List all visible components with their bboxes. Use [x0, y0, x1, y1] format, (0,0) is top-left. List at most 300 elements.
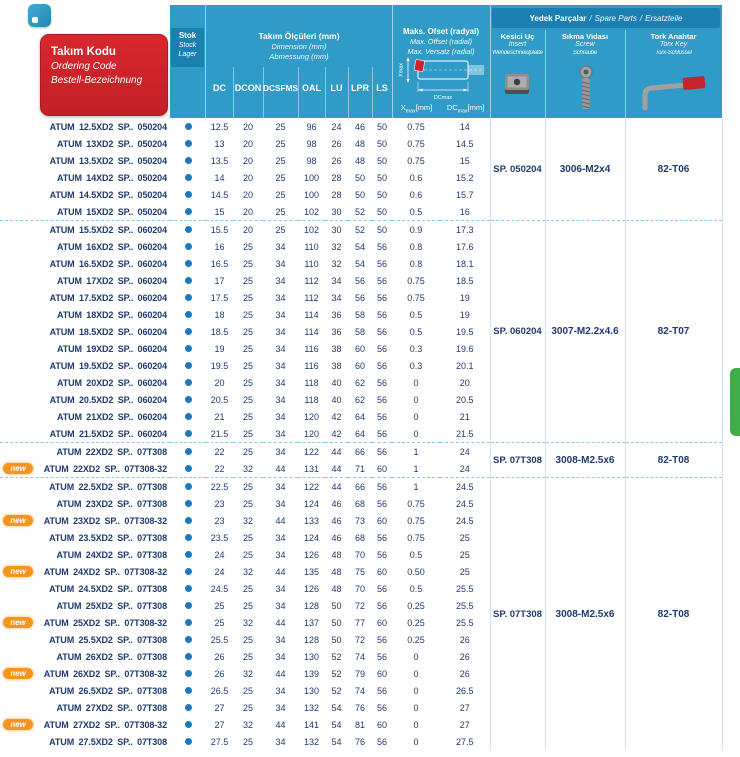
header-divider: [233, 67, 234, 118]
xmax-cell: 1: [392, 478, 440, 496]
ordering-code-cell: [0, 665, 170, 682]
dim-oal-cell: 118: [304, 394, 319, 405]
stock-dot: [185, 704, 192, 711]
ordering-code-text: ATUM 22.5XD2 SP.. 07T308: [49, 481, 167, 492]
stock-dot: [185, 277, 192, 284]
dim-ls-cell: 50: [376, 206, 387, 217]
dcmax-cell: 18.1: [455, 258, 474, 269]
insert-label-de: Wendeschneidplatte: [492, 50, 543, 57]
dim-dc-cell: 23: [214, 498, 225, 509]
stock-cell: [170, 529, 206, 546]
dim-lpr-cell: 52: [354, 206, 365, 217]
dim-dc-cell: 13: [214, 138, 225, 149]
dim-lpr-cell: 46: [354, 121, 365, 132]
offset-unit-labels: [392, 103, 490, 115]
dimensions-label-de: Abmessung (mm): [269, 51, 329, 61]
dim-dc-cell: 27: [214, 702, 225, 713]
dim-lpr-cell: 50: [354, 189, 365, 200]
stock-dot: [185, 379, 192, 386]
dim-lpr-cell: 76: [354, 736, 365, 747]
dim-dc-cell: 24: [214, 549, 225, 560]
xmax-cell: 0.8: [409, 258, 423, 269]
catalog-table: [0, 118, 723, 750]
dim-ls-cell: 60: [376, 515, 387, 526]
dim-ls-cell: 50: [376, 189, 387, 200]
dim-lu-cell: 30: [331, 206, 342, 217]
ordering-code-cell: [0, 169, 170, 186]
new-badge: new: [3, 566, 33, 577]
dim-dcon-cell: 25: [233, 443, 263, 461]
spare-screw-cell: 3006-M2x4: [545, 118, 625, 221]
dim-dcon-cell: 20: [242, 172, 253, 183]
ordering-code-cell: [0, 408, 170, 425]
dim-lpr-cell: 66: [348, 478, 372, 496]
torx-column-header: [625, 32, 722, 58]
stock-dot: [185, 721, 192, 728]
dim-oal-cell: 124: [303, 532, 320, 543]
dimensions-label-tr: Takım Ölçüleri (mm): [258, 31, 340, 41]
dim-dc-cell: 27.5: [210, 736, 229, 747]
dim-dc-cell: 27: [214, 719, 225, 730]
ordering-code-cell: [0, 238, 170, 255]
dcmax-cell: 25.5: [455, 617, 474, 628]
stock-cell: [170, 682, 206, 699]
dcmax-cell: 18.5: [455, 275, 474, 286]
xmax-cell: 0.75: [407, 498, 425, 509]
dim-lpr-cell: 72: [354, 634, 365, 645]
xmax-cell: 0.75: [407, 532, 425, 543]
dim-dcsfms-cell: 34: [275, 583, 286, 594]
ordering-code-text: ATUM 24.5XD2 SP.. 07T308: [49, 583, 167, 594]
xmax-cell: 0: [413, 668, 419, 679]
dim-oal-cell: 102: [298, 221, 325, 239]
ordering-code-text: ATUM 21.5XD2 SP.. 060204: [49, 428, 167, 439]
stock-dot: [185, 517, 192, 524]
dim-lu-cell: 46: [331, 532, 342, 543]
stock-dot: [185, 670, 192, 677]
dim-ls-cell: 50: [376, 121, 387, 132]
dim-dcsfms-cell: 34: [275, 702, 286, 713]
dim-lu-cell: 26: [331, 155, 342, 166]
dim-ls-cell: 56: [376, 583, 387, 594]
dim-ls-cell: 56: [376, 651, 387, 662]
stock-cell: [170, 118, 206, 135]
ordering-code-cell: [0, 563, 170, 580]
dcmax-cell: 25: [459, 532, 470, 543]
stock-cell: [170, 478, 206, 496]
dim-oal-cell: 124: [303, 498, 320, 509]
dim-dcsfms-cell: 34: [275, 411, 286, 422]
ordering-code-cell: [0, 289, 170, 306]
stock-label-de: Lager: [178, 51, 197, 59]
spare-torx-cell: 82-T07: [625, 221, 722, 443]
spare-screw-cell: 3008-M2.5x6: [545, 478, 625, 751]
dim-dcon-cell: 25: [242, 241, 253, 252]
ordering-code-text: ATUM 27.5XD2 SP.. 07T308: [49, 736, 167, 747]
dim-dcsfms-cell: 34: [263, 478, 298, 496]
ordering-code-text: ATUM 27XD2 SP.. 07T308-32: [43, 719, 167, 730]
dim-dc-cell: 18: [214, 309, 225, 320]
dcmax-cell: 24.5: [455, 498, 474, 509]
dim-lu-cell: 50: [331, 617, 342, 628]
dcmax-cell: 24: [459, 463, 470, 474]
dim-oal-cell: 98: [306, 138, 317, 149]
ordering-code-cell: [0, 374, 170, 391]
dim-dcon-cell: 25: [242, 583, 253, 594]
dim-oal-cell: 130: [303, 685, 320, 696]
dim-lpr-cell: 64: [354, 411, 365, 422]
dim-dcsfms-cell: 34: [275, 343, 286, 354]
ordering-code-text: ATUM 26.5XD2 SP.. 07T308: [49, 685, 167, 696]
dim-lpr-cell: 68: [354, 532, 365, 543]
dcmax-cell: 15.2: [455, 172, 474, 183]
dim-oal-cell: 112: [304, 292, 319, 303]
stock-dot: [185, 123, 192, 130]
header-divider: [205, 5, 206, 118]
dim-dcsfms-cell: 34: [275, 309, 286, 320]
new-badge: new: [3, 515, 33, 526]
dim-ls-cell: 56: [376, 292, 387, 303]
dim-dcsfms-cell: 34: [275, 600, 286, 611]
dim-dc-cell: 18.5: [210, 326, 229, 337]
dim-dcsfms-cell: 34: [275, 532, 286, 543]
dim-dc-cell: 26: [214, 651, 225, 662]
dim-dcon-cell: 25: [242, 360, 253, 371]
dim-dc-cell: 23: [214, 515, 225, 526]
dim-lu-cell: 30: [325, 221, 348, 239]
stock-cell: [170, 306, 206, 323]
ordering-code-text: ATUM 15XD2 SP.. 050204: [56, 206, 167, 217]
dim-lu-cell: 48: [331, 566, 342, 577]
dim-lu-cell: 40: [331, 377, 342, 388]
dim-ls-cell: 50: [376, 138, 387, 149]
dim-dcsfms-cell: 34: [275, 258, 286, 269]
dim-dc-cell: 19: [214, 343, 225, 354]
stock-cell: [170, 597, 206, 614]
dim-dcon-cell: 25: [242, 258, 253, 269]
new-badge: new: [3, 463, 33, 474]
xmax-cell: 0.25: [407, 634, 425, 645]
dim-oal-cell: 132: [303, 736, 320, 747]
ordering-code-cell: [0, 272, 170, 289]
ordering-code-text: ATUM 25XD2 SP.. 07T308-32: [43, 617, 167, 628]
dim-dcon-cell: 32: [242, 463, 253, 474]
xmax-cell: 0: [413, 719, 419, 730]
ordering-code-cell: [0, 323, 170, 340]
dim-lu-cell: 54: [331, 719, 342, 730]
dim-dcsfms-cell: 25: [275, 172, 286, 183]
dim-ls-cell: 56: [376, 309, 387, 320]
ordering-code-cell: [0, 495, 170, 512]
dim-oal-cell: 118: [304, 377, 319, 388]
stock-dot: [185, 585, 192, 592]
spare-torx-cell: 82-T08: [625, 443, 722, 478]
dim-ls-cell: 56: [372, 443, 392, 461]
dim-lpr-cell: 73: [354, 515, 365, 526]
dim-dcon-cell: 25: [242, 343, 253, 354]
xmax-unit-label: $X_{max}[mm]$: [400, 103, 433, 115]
spare-insert-cell: SP. 060204: [490, 221, 545, 443]
ordering-code-cell: [0, 478, 170, 496]
dim-oal-cell: 141: [303, 719, 320, 730]
ordering-code-text: ATUM 19.5XD2 SP.. 060204: [49, 360, 167, 371]
xmax-cell: 0: [413, 651, 419, 662]
dim-lpr-cell: 62: [354, 377, 365, 388]
stock-dot: [185, 687, 192, 694]
dim-lpr-cell: 62: [354, 394, 365, 405]
dim-dcon-cell: 25: [242, 326, 253, 337]
dim-lpr-cell: 58: [354, 309, 365, 320]
stock-dot: [185, 448, 192, 455]
dim-oal-cell: 110: [304, 258, 319, 269]
spare-label-de: Ersatzteile: [645, 13, 683, 23]
dcmax-unit-label: $DC_{max}[mm]$: [446, 103, 485, 115]
ordering-code-text: ATUM 23XD2 SP.. 07T308-32: [43, 515, 167, 526]
dim-dcsfms-cell: 34: [275, 736, 286, 747]
dim-dcsfms-cell: 34: [275, 685, 286, 696]
dcmax-cell: 26.5: [455, 685, 474, 696]
page-section-side-tab: [730, 368, 740, 436]
xmax-cell: 0.3: [409, 360, 423, 371]
new-badge: new: [3, 719, 33, 730]
ordering-code-text: ATUM 13XD2 SP.. 050204: [56, 138, 167, 149]
dim-oal-cell: 137: [303, 617, 320, 628]
ordering-code-cell: [0, 391, 170, 408]
column-header-lpr: LPR: [351, 83, 369, 93]
dim-dcsfms-cell: 34: [275, 634, 286, 645]
ordering-code-text: ATUM 16.5XD2 SP.. 060204: [49, 258, 167, 269]
stock-cell: [170, 152, 206, 169]
dim-ls-cell: 56: [376, 377, 387, 388]
xmax-cell: 0.75: [407, 515, 425, 526]
dim-dcsfms-cell: 34: [275, 377, 286, 388]
dim-dcon-cell: 25: [242, 634, 253, 645]
dcmax-cell: 27: [459, 719, 470, 730]
stock-cell: [170, 272, 206, 289]
ordering-code-header: [40, 34, 168, 116]
dim-dcon-cell: 32: [242, 566, 253, 577]
dim-dcon-cell: 20: [242, 138, 253, 149]
dim-dc-cell: 25.5: [210, 634, 229, 645]
dim-lu-cell: 42: [331, 428, 342, 439]
dim-dc-cell: 21.5: [210, 428, 229, 439]
dim-dcon-cell: 25: [242, 532, 253, 543]
dcmax-cell: 14.5: [455, 138, 474, 149]
dim-lpr-cell: 72: [354, 600, 365, 611]
dim-dc-cell: 14.5: [210, 189, 229, 200]
dim-lpr-cell: 54: [354, 258, 365, 269]
dim-lpr-cell: 75: [354, 566, 365, 577]
dim-ls-cell: 60: [376, 617, 387, 628]
column-header-lu: LU: [330, 83, 343, 93]
spare-torx-cell: 82-T06: [625, 118, 722, 221]
insert-label-en: Insert: [508, 41, 527, 49]
dim-lu-cell: 46: [331, 498, 342, 509]
ordering-code-label-tr: Takım Kodu: [51, 46, 116, 58]
dim-dcsfms-cell: 44: [275, 719, 286, 730]
ordering-code-cell: [0, 682, 170, 699]
stock-cell: [170, 443, 206, 461]
spare-insert-cell: SP. 07T308: [490, 478, 545, 751]
dim-ls-cell: 60: [376, 668, 387, 679]
dim-dcsfms-cell: 44: [275, 566, 286, 577]
dcmax-cell: 15.7: [455, 189, 474, 200]
dim-oal-cell: 130: [303, 651, 320, 662]
dim-dcsfms-cell: 34: [275, 326, 286, 337]
dcmax-cell: 21: [459, 411, 470, 422]
stock-dot: [185, 311, 192, 318]
table-row: [0, 118, 722, 135]
dim-dc-cell: 17: [214, 275, 225, 286]
stock-cell: [170, 563, 206, 580]
dim-lu-cell: 52: [331, 651, 342, 662]
torx-label-de: Torx-Schlüssel: [655, 50, 692, 57]
corner-icon-dot: [32, 17, 38, 23]
dim-lu-cell: 32: [331, 258, 342, 269]
stock-dot: [185, 157, 192, 164]
dcmax-cell: 26: [459, 651, 470, 662]
dim-dc-cell: 15: [214, 206, 225, 217]
dim-dc-cell: 24.5: [210, 583, 229, 594]
dim-oal-cell: 114: [304, 326, 319, 337]
dim-oal-cell: 112: [304, 275, 319, 286]
dim-lpr-cell: 50: [354, 172, 365, 183]
stock-cell: [170, 221, 206, 239]
ordering-code-text: ATUM 17.5XD2 SP.. 060204: [49, 292, 167, 303]
ordering-code-text: ATUM 15.5XD2 SP.. 060204: [49, 224, 167, 235]
dim-dcsfms-cell: 25: [275, 189, 286, 200]
dim-dcsfms-cell: 44: [275, 463, 286, 474]
dim-ls-cell: 56: [376, 343, 387, 354]
xmax-cell: 0: [413, 702, 419, 713]
stock-dot: [185, 174, 192, 181]
dim-lu-cell: 44: [331, 463, 342, 474]
stock-cell: [170, 546, 206, 563]
offset-diagram-icon: [398, 55, 486, 101]
dim-dcon-cell: 25: [242, 685, 253, 696]
dcmax-cell: 19.6: [455, 343, 474, 354]
stock-dot: [185, 226, 192, 233]
dim-oal-cell: 128: [303, 600, 320, 611]
xmax-cell: 0.5: [409, 549, 423, 560]
dim-dc-cell: 20.5: [210, 394, 229, 405]
stock-cell: [170, 733, 206, 750]
xmax-cell: 0.25: [407, 617, 425, 628]
dimensions-label-en: Dimension (mm): [271, 42, 327, 52]
column-header-dcsfms: DCSFMS: [263, 83, 299, 93]
dim-lpr-cell: 70: [354, 549, 365, 560]
dim-dcsfms-cell: 34: [275, 498, 286, 509]
ordering-code-cell: [0, 186, 170, 203]
dim-dc-cell: 26.5: [210, 685, 229, 696]
svg-text:DCmax: DCmax: [433, 95, 453, 101]
stock-cell: [170, 665, 206, 682]
dim-ls-cell: 56: [376, 549, 387, 560]
dim-lu-cell: 42: [331, 411, 342, 422]
stock-cell: [170, 135, 206, 152]
dim-dcon-cell: 20: [242, 189, 253, 200]
dim-oal-cell: 102: [303, 206, 320, 217]
dim-dc-cell: 26: [214, 668, 225, 679]
column-header-oal: OAL: [302, 83, 321, 93]
dim-dc-cell: 21: [214, 411, 225, 422]
stock-cell: [170, 357, 206, 374]
dim-ls-cell: 60: [376, 719, 387, 730]
dim-oal-cell: 122: [298, 478, 325, 496]
dcmax-cell: 19: [459, 292, 470, 303]
stock-dot: [185, 738, 192, 745]
dim-oal-cell: 133: [303, 515, 320, 526]
dim-dc-cell: 25: [214, 617, 225, 628]
dim-ls-cell: 56: [376, 275, 387, 286]
dim-lu-cell: 44: [325, 443, 348, 461]
ordering-code-text: ATUM 16XD2 SP.. 060204: [56, 241, 167, 252]
dim-oal-cell: 128: [303, 634, 320, 645]
dim-lu-cell: 28: [331, 172, 342, 183]
dim-oal-cell: 120: [303, 411, 320, 422]
page-corner-icon: [28, 4, 51, 27]
stock-cell: [170, 648, 206, 665]
torx-key-photo-icon: [637, 75, 711, 111]
ordering-code-cell: [0, 512, 170, 529]
dim-dc-cell: 25: [214, 600, 225, 611]
dcmax-cell: 17.6: [455, 241, 474, 252]
dim-lu-cell: 46: [331, 515, 342, 526]
dim-dcsfms-cell: 34: [275, 651, 286, 662]
stock-dot: [185, 636, 192, 643]
dim-dc-cell: 12.5: [210, 121, 229, 132]
stock-dot: [185, 653, 192, 660]
ordering-code-cell: [0, 597, 170, 614]
offset-label-tr: Maks. Ofset (radyal): [402, 27, 480, 36]
ordering-code-text: ATUM 17XD2 SP.. 060204: [56, 275, 167, 286]
torx-label-en: Torx Key: [659, 41, 688, 49]
stock-cell: [170, 391, 206, 408]
xmax-cell: 0.6: [409, 172, 423, 183]
dim-dcon-cell: 25: [242, 411, 253, 422]
dim-ls-cell: 56: [376, 532, 387, 543]
screw-label-de: Schraube: [572, 50, 598, 57]
dcmax-cell: 16: [459, 206, 470, 217]
stock-label-en: Stock: [178, 42, 197, 50]
xmax-cell: 0.75: [407, 292, 425, 303]
dim-lpr-cell: 68: [354, 498, 365, 509]
dim-lu-cell: 44: [325, 478, 348, 496]
dim-lpr-cell: 56: [354, 275, 365, 286]
header-divider: [325, 67, 326, 118]
separator: /: [639, 13, 643, 23]
dim-lu-cell: 48: [331, 549, 342, 560]
dcmax-cell: 25.5: [455, 583, 474, 594]
dim-dcsfms-cell: 34: [275, 428, 286, 439]
stock-dot: [185, 568, 192, 575]
dim-dcon-cell: 25: [242, 498, 253, 509]
ordering-code-cell: [0, 648, 170, 665]
dim-lu-cell: 52: [331, 668, 342, 679]
stock-dot: [185, 345, 192, 352]
table-row: [0, 221, 722, 239]
ordering-code-text: ATUM 14XD2 SP.. 050204: [56, 172, 167, 183]
dim-dcsfms-cell: 34: [275, 394, 286, 405]
separator: /: [589, 13, 592, 23]
xmax-cell: 0: [413, 685, 419, 696]
ordering-code-cell: [0, 340, 170, 357]
ordering-code-cell: [0, 118, 170, 135]
stock-cell: [170, 716, 206, 733]
dim-dcon-cell: 25: [242, 377, 253, 388]
xmax-cell: 0.25: [407, 600, 425, 611]
dim-dcon-cell: 25: [233, 478, 263, 496]
